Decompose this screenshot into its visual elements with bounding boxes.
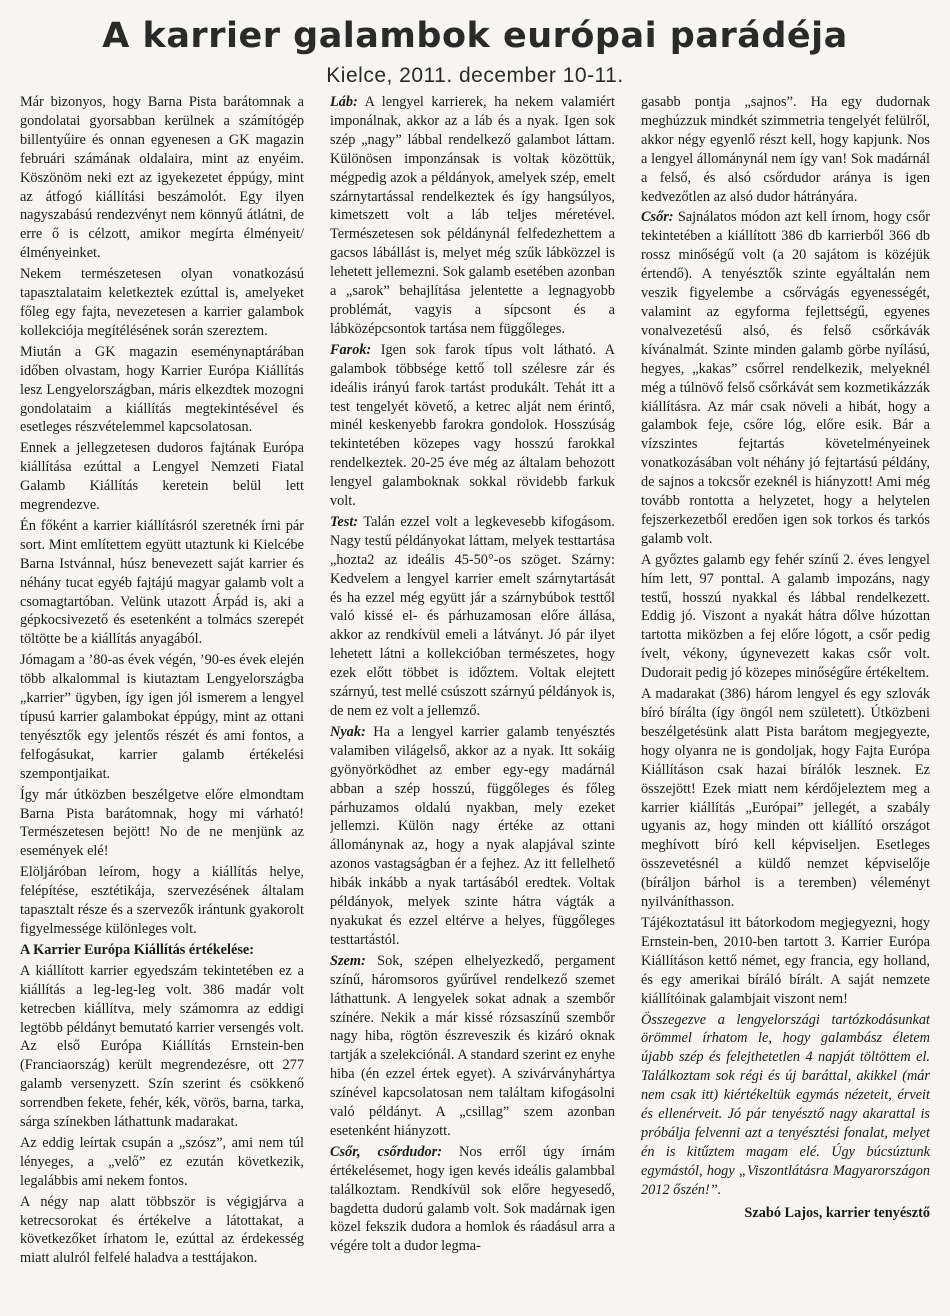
paragraph: Miután a GK magazin eseménynaptárában időben olvastam, hogy Karrier Európa Kiállítás lesz Lengyelországban, máris elkezdtek mozogni gondolataim a kiállítás megtekintésével és esetleges részvételemmel kapcsolatosan. <box>20 343 304 436</box>
section-heading: A Karrier Európa Kiállítás értékelése: <box>20 941 254 958</box>
paragraph: Az eddig leírtak csupán a „szósz”, ami nem túl lényeges, a „velő” ez ezután következik, legalábbis ami nekem fontos. <box>20 1134 304 1189</box>
paragraph-text: A lengyel karrierek, ha nekem valamiért imponálnak, akkor az a láb és a nyak. Igen sok szép „nagy” lábbal rendelkező galambot láttam. Különösen imponzánsak is voltak közöttük, mégpedig azok a példányok, amelyek szép, emelt szárnytartással rendelkeztek és így hangsúlyos, kimetszett volt a láb teljes méretével. Természetesen sok példánynál felfedezhettem a gacsos lábállást is, melyet még szűk lábközzel is lehetett jellemezni. Sok galamb esetében azonban a „sarok” behajlítása jelentette a legnagyobb problémát, vagyis a sípcsont és a lábközépcsontok tartása nem függőleges. <box>330 94 615 337</box>
paragraph-text: Ha a lengyel karrier galamb tenyésztés valamiben világelső, akkor az a nyak. Itt sokáig gyönyörködhet az ember egy-egy madárnál abban a szép hosszú, függőleges és főleg párhuzamos oldalú nyakban, mely ezeket jellemzi. Külön nagy értéke az ottani állománynak az, hogy a nyak alapjával szinte azonos vastagságban ér a fejhez. Az itt fellelhető hibák inkább a nyak tartásából eredtek. Voltak példányok, melyek szinte hátra vágták a nyakukat és ezzel eltérve a helyes, függőleges testtartástól. <box>330 723 615 948</box>
paragraph: Így már útközben beszélgetve előre elmondtam Barna Pista barátomnak, hogy mi várható! Természetesen bejött! No de ne menjünk az események elé! <box>20 786 304 860</box>
paragraph: Már bizonyos, hogy Barna Pista barátomnak a gondolatai gyorsabban kerülnek a számítógép billentyűire és onnan egyenesen a GK magazin februári számának oldalaira, mint az enyéim. Köszönöm neki ezt az igyekezetet éppúgy, mint az átfogó kiállítási beszámolót. Egy ilyen nagyszabású rendezvényt nem könnyű átlátni, de erre ő is célzott, amikor megírta élményeit/élményeinket. <box>20 94 304 262</box>
paragraph <box>641 685 930 912</box>
paragraph: Én főként a karrier kiállításról szeretnék írni pár sort. Mint említettem együtt utaztunk ki Kielcébe Barna Istvánnal, húsz benevezett saját karrier és néhány tucat egyéb fajtájú magyar galamb volt a csomagtartóban. Velünk utazott Árpád is, aki a gépkocsivezető és esetenként a tolmács szerepét töltötte be a kiállítás anyagából. <box>20 517 304 648</box>
paragraph: Elöljáróban leírom, hogy a kiállítás helye, felépítése, esztétikája, szervezésének általam tapasztalt része és a szervezők irántunk gyakorolt figyelmessége különleges volt. <box>20 864 304 937</box>
paragraph <box>641 551 930 683</box>
paragraph-beak-wattle <box>330 1143 615 1256</box>
paragraph-neck <box>330 723 615 950</box>
author-signature: Szabó Lajos, karrier tenyésztő <box>744 1204 930 1221</box>
paragraph-tail <box>330 341 615 511</box>
paragraph-lead: Csőr: <box>641 209 674 226</box>
paragraph-body <box>330 513 615 721</box>
paragraph-lead: Láb: <box>330 94 358 110</box>
paragraph-text: A győztes galamb egy fehér színű 2. éves lengyel hím lett, 97 ponttal. A galamb impozáns, nagy testű, hosszú nyakkal és lábbal rendelkezett. Eddig jó. Viszont a nyakát hátra dőlve húzottan tartotta miközben a fej előre lógott, a csőr pedig ívelt, vékony, úgynevezett kakas csőr volt. Dudorait pedig jó közepes minőségűre értékeltem. <box>641 551 930 682</box>
paragraph-text: Sok, szépen elhelyezkedő, pergament színű, háromsoros gyűrűvel rendelkező szemet láthattunk. A lengyelek sokat adnak a szembőr színére. Nekik a már kissé rózsaszínű szembőr nagy hiba, rögtön észreveszik és kizáró oknak tartják a szelekciónál. A standard szerint ez enyhe hiba (én ezzel értek egyet). A szivárványhártya színével kapcsolatosan nem találtam kifogásolni való példányt. A „csillag” szem azonban esetenként hiányzott. <box>330 952 615 1139</box>
paragraph-leg <box>330 93 615 339</box>
paragraph: Nekem természetesen olyan vonatkozású tapasztalataim keletkeztek ezúttal is, amelyeket főleg egy fajta, nevezetesen a karrier galambok kollekciója megítélésének során szereztem. <box>20 266 304 339</box>
paragraph-text: Nos erről úgy írnám értékelésemet, hogy igen kevés ideális galambbal találkoztam. Rendkívül sok előre hegyesedő, bagdetta dudorú galamb volt. Sok madárnak igen közel fekszik dudora a homlok és ráadásul arra a végére tolt a dudor legma- <box>330 1143 615 1255</box>
paragraph <box>641 914 930 1009</box>
paragraph-text: Tájékoztatásul itt bátorkodom megjegyezni, hogy Ernstein-ben, 2010-ben tartott 3. Karrier Európa Kiállításon kettő német, egy francia, egy holland, és egy amerikai bíráló bírált. A saját nemzete kiállítóinak galambjait viszont nem! <box>641 914 930 1007</box>
paragraph-lead: Nyak: <box>330 723 366 740</box>
paragraph: Jómagam a ’80-as évek végén, ’90-es évek elején több alkalommal is kiutaztam Lengyelországba „karrier” ügyben, így igen jól ismerem a lengyel típusú karrier galambokat éppúgy, mint az ottani tenyésztők egy jelentős részét és ami fontos, a felfogásukat, karrier galamb értékelési szempontjaikat. <box>20 652 304 782</box>
column-1 <box>20 93 304 1311</box>
column-2 <box>330 93 615 1311</box>
paragraph-text: A madarakat (386) három lengyel és egy szlovák bíró bírálta (így öngól nem született). Útközbeni beszélgetésünk alatt Pista barátom megjegyezte, hogy olyanra ne is gondoljak, hogy Fajta Európa Kiállításon csak hazai bírálók lesznek. Ez összejött! Ezek miatt nem kérdőjeleztem meg a karrier kiállítás „Európai” jellegét, a szabály ugyanis az, hogy minden ott kiállító országot meghívott bíró kell képviseljen. Esetleges összevetésnél a küldő nemzet képviselője (bíráljon bárhol is a teremben) véleményt nyilváníthasson. <box>641 686 930 911</box>
paragraph-lead: Csőr, csőrdudor: <box>330 1143 442 1160</box>
paragraph-text: Igen sok farok típus volt látható. A galambok többsége kettő toll szélesre zár és ideális irányú farok tartást produkált. Tehát itt a test tengelyét követő, a ketrec alját nem érintő, minél keskenyebb farokra gondolok. Hosszúság tekintetében közepes vagy hosszú farokkal rendelkeztek. 20-25 éve még az általam behozott lengyel galamboknak sokkal rövidebb farkuk volt. <box>330 341 615 510</box>
paragraph: A négy nap alatt többször is végigjárva a ketrecsorokat és értékelve a látottakat, a következőket írhatom le, ezúttal az érdekesség miatt alulról felfelé haladva a testtájakon. <box>20 1193 304 1267</box>
column-3 <box>641 93 930 1311</box>
paragraph-beak <box>641 208 930 548</box>
paragraph-eye <box>330 952 615 1141</box>
paragraph-text: Talán ezzel volt a legkevesebb kifogásom. Nagy testű példányokat láttam, melyek testtartása „hozta2 az ideális 45-50°-os szöget. Szárny: Kedvelem a lengyel karrier emelt szárnytartását és ha ezzel még együtt jár a szárnybúbok testtől való kissé el- és párhuzamosan előre állása, akkor az rendkívül emeli a látványt. Jó pár ilyet lehetett látni a kollekcióban természetes, hogy ezek előtt többet is időztem. Voltak elejtett szárnyú, test mellé csúszott szárnyú példányok is, de nem ez volt a jellemző. <box>330 513 615 719</box>
article-title: A karrier galambok európai parádéja <box>102 16 848 56</box>
closing-paragraph: Összegezve a lengyelországi tartózkodásunkat örömmel írhatom le, hogy galambász életem újabb szép és felejthetetlen 4 napját töltöttem el. Találkoztam sok régi és új baráttal, akikkel (már nem csak itt) kiértékeltük egymás nézeteit, érveit és ellenérveit. Jó pár tenyésztő nagy akarattal is próbálja felvenni azt a tenyésztési fonalat, melyet én is kitűztem magam elé. Úgy búcsúztunk egymástól, hogy „Viszontlátásra Magyarországon 2012 őszén!”. <box>641 1011 930 1198</box>
paragraph-lead: Szem: <box>330 952 366 969</box>
paragraph: Ennek a jellegzetesen dudoros fajtának Európa kiállítása ezúttal a Lengyel Nemzeti Fiatal Galamb Kiállítás keretein belül lett megrendezve. <box>20 440 304 514</box>
paragraph-lead: Farok: <box>330 341 372 358</box>
paragraph-text: Sajnálatos módon azt kell írnom, hogy csőr tekintetében a kiállított 386 db karrierből 366 db rossz minőségű volt (a 20 sajátom is közéjük értendő). A tenyésztők szinte egyáltalán nem veszik figyelembe a csőrvágás egyenességét, valamint az egyforma fejlettségű, egyenes vonalvezetésű alsó, és felső csőrkávák kívánalmát. Szinte minden galamb görbe nyílású, hegyes, „kakas” csőrrel rendelkezik, melyeknél még a túlnövő felső csőrkávát sem kozmetikázzák kiállításra. Az már csak növeli a hibát, hogy a galambok feje, csőre lóg, előre esik. Bár a vízszintes fejtartás követelményeinek vonatkozásában volt néhány jó fejtartású példány, de sajnos a tokcsőr ezeknél is hiányzott! Ami még tovább rontotta a helyzetet, hogy a helytelen fejszerkezetből eredően igen sok torkos és tarkós galamb volt. <box>641 209 930 547</box>
paragraph-text: gasabb pontja „sajnos”. Ha egy dudornak meghúzzuk mindkét szimmetria tengelyét felülről, akkor négy egyenlő részt kell, hogy kapjunk. Nos a lengyel állománynál nem így van! Sok madárnál a felső, és alsó csőrdudor aránya is igen kedvezőtlen az alsó dudor hátrányára. <box>641 94 930 205</box>
article-subtitle: Kielce, 2011. december 10-11. <box>326 64 624 87</box>
paragraph: A kiállított karrier egyedszám tekintetében ez a kiállítás a leg-leg-leg volt. 386 madár volt ketrecben kiállítva, mely számomra az eddigi legtöbb példányt bemutató karrier versengés volt. Az első Európa Kiállítás Ernstein-ben (Franciaország) került megrendezésre, ott 277 galamb versenyzett. Szín szerint és csökkenő sorrendben fekete, fehér, kék, vörös, barna, tarka, sárga színekben láthattunk madarakat. <box>20 962 304 1131</box>
paragraph-lead: Test: <box>330 513 359 530</box>
paragraph-continued <box>641 93 930 206</box>
